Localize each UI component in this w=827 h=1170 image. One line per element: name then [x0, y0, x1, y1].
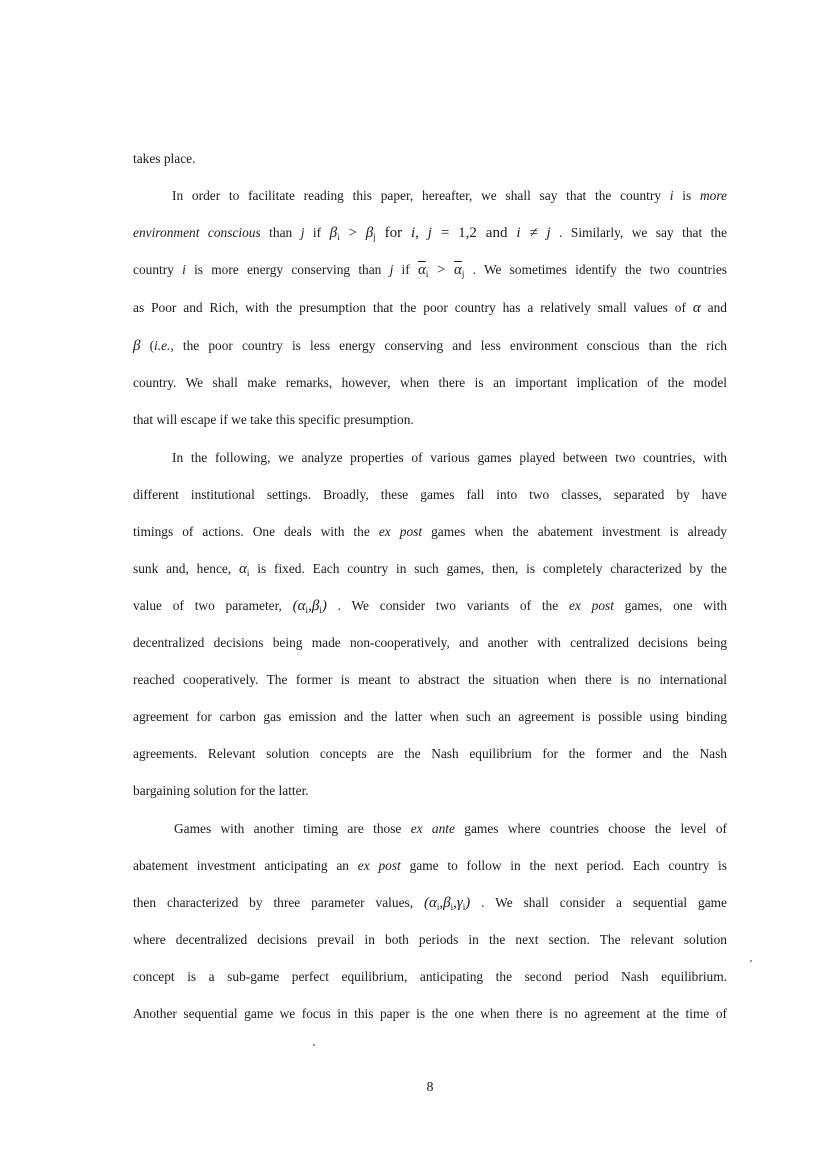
text-run: abatement investment anticipating an	[133, 858, 358, 873]
text-line-16	[133, 708, 727, 726]
text-line-17	[133, 745, 727, 763]
text-line-7	[133, 374, 727, 392]
scan-speck	[750, 960, 752, 962]
text-run: bargaining solution for the latter.	[133, 783, 309, 798]
text-line-24	[133, 1005, 727, 1023]
text-line-8	[133, 411, 727, 429]
subscript-run: j	[461, 269, 465, 279]
text-run: is	[673, 188, 700, 203]
subscript-run: j	[373, 232, 376, 242]
text-run: . We sometimes identify the two countries	[464, 262, 727, 277]
text-run: i	[182, 262, 186, 277]
text-run: i	[669, 188, 674, 203]
text-run: In order to facilitate reading this paper, hereafter, we shall say that the country	[172, 188, 670, 203]
text-run: country	[133, 262, 183, 277]
subscript-run: i	[436, 902, 440, 912]
math-run: ,β	[308, 598, 320, 614]
text-line-19	[174, 820, 727, 838]
math-run: >	[339, 225, 366, 241]
text-run: the poor country is less energy conserving and less environment conscious than the rich	[173, 338, 727, 353]
math-run: α	[239, 561, 247, 577]
text-run: . We consider two variants of the	[326, 598, 569, 613]
math-run: >	[428, 262, 455, 278]
text-run: j	[300, 225, 305, 240]
text-line-6	[133, 337, 727, 355]
math-run: for	[375, 225, 412, 241]
text-run: ex post	[378, 524, 423, 539]
math-run: ,γ	[453, 895, 463, 911]
page-number: 8	[426, 1080, 434, 1095]
text-run: games, one with	[613, 598, 727, 613]
subscript-run: i	[450, 902, 454, 912]
text-run: games when the abatement investment is already	[422, 524, 727, 539]
text-run: ex post	[568, 598, 614, 613]
math-run: α	[692, 300, 701, 316]
text-run: ex post	[357, 858, 401, 873]
text-run: sunk and, hence,	[133, 561, 240, 576]
math-run: i, j	[411, 225, 432, 241]
text-run: ex ante	[410, 821, 455, 836]
text-run: Games with another timing are those	[174, 821, 411, 836]
text-run: timings of actions. One deals with the	[133, 524, 379, 539]
math-run: i ≠ j	[516, 225, 551, 241]
math-run: β	[365, 225, 374, 241]
text-run: than	[260, 225, 301, 240]
text-line-21	[133, 894, 727, 912]
subscript-run: i	[305, 605, 309, 615]
text-line-3	[133, 224, 727, 242]
text-line-18	[133, 782, 727, 800]
math-run: (α	[292, 598, 306, 614]
text-run: In the following, we analyze properties of various games played between two countries, with	[172, 450, 727, 465]
math-run: β	[133, 338, 141, 354]
subscript-run: i	[425, 269, 429, 279]
math-run: )	[321, 598, 327, 614]
math-run: ,β	[439, 895, 451, 911]
text-run: takes place.	[133, 151, 196, 166]
math-run: $\overline{\alpha}$	[417, 262, 426, 278]
math-run: (α	[423, 895, 437, 911]
math-run: β	[329, 225, 338, 241]
subscript-run: i	[246, 568, 250, 578]
text-line-5	[133, 299, 727, 317]
text-line-15	[133, 671, 727, 689]
text-run: decentralized decisions being made non-cooperatively, and another with centralized decisions being	[133, 635, 727, 650]
text-line-22	[133, 931, 727, 949]
text-run: and	[700, 300, 727, 315]
text-line-13	[133, 597, 727, 615]
text-line-23	[133, 968, 727, 986]
text-line-12	[133, 560, 727, 578]
text-run: is more energy conserving than	[185, 262, 390, 277]
text-run: . Similarly, we say that the	[550, 225, 728, 240]
subscript-run: i	[337, 232, 340, 242]
text-run: that will escape if we take this specific presumption.	[133, 412, 414, 427]
text-run: value of two parameter,	[133, 598, 293, 613]
text-run: reached cooperatively. The former is meant to abstract the situation when there is no international	[133, 672, 727, 687]
text-run: i.e.,	[154, 338, 174, 353]
text-run: concept is a sub-game perfect equilibrium, anticipating the second period Nash equilibrium.	[133, 969, 727, 984]
text-run: games where countries choose the level of	[454, 821, 727, 836]
text-run: agreement for carbon gas emission and the latter when such an agreement is possible using binding	[133, 709, 727, 724]
text-run: Another sequential game we focus in this paper is the one when there is no agreement at the time of	[133, 1006, 727, 1021]
text-run: agreements. Relevant solution concepts are the Nash equilibrium for the former and the Nash	[133, 746, 727, 761]
subscript-run: i	[462, 902, 466, 912]
text-run: country. We shall make remarks, however, when there is an important implication of the model	[133, 375, 727, 390]
math-run: $\overline{\alpha}$	[454, 262, 462, 278]
text-line-9	[172, 449, 727, 467]
text-run: game to follow in the next period. Each country is	[400, 858, 727, 873]
text-line-11	[133, 523, 727, 541]
text-run: (	[140, 338, 155, 353]
text-run: is fixed. Each country in such games, then, is completely characterized by the	[249, 561, 727, 576]
text-run: different institutional settings. Broadly, these games fall into two classes, separated by have	[133, 487, 727, 502]
text-run: if	[304, 225, 330, 240]
text-line-1	[133, 150, 727, 168]
text-run: where decentralized decisions prevail in both periods in the next section. The relevant solution	[133, 932, 727, 947]
text-line-10	[133, 486, 727, 504]
text-run: j	[389, 262, 394, 277]
math-run: = 1,2 and	[431, 225, 517, 241]
text-run: if	[393, 262, 418, 277]
text-line-2	[172, 187, 727, 205]
text-run: environment conscious	[133, 225, 261, 240]
text-line-14	[133, 634, 727, 652]
text-line-4	[133, 261, 727, 279]
text-run: then characterized by three parameter values,	[133, 895, 424, 910]
text-run: . We shall consider a sequential game	[470, 895, 727, 910]
text-run: more	[699, 188, 727, 203]
scan-speck	[313, 1044, 315, 1046]
text-line-20	[133, 857, 727, 875]
text-run: as Poor and Rich, with the presumption that the poor country has a relatively small values of	[133, 300, 693, 315]
subscript-run: i	[319, 605, 322, 615]
math-run: )	[465, 895, 471, 911]
